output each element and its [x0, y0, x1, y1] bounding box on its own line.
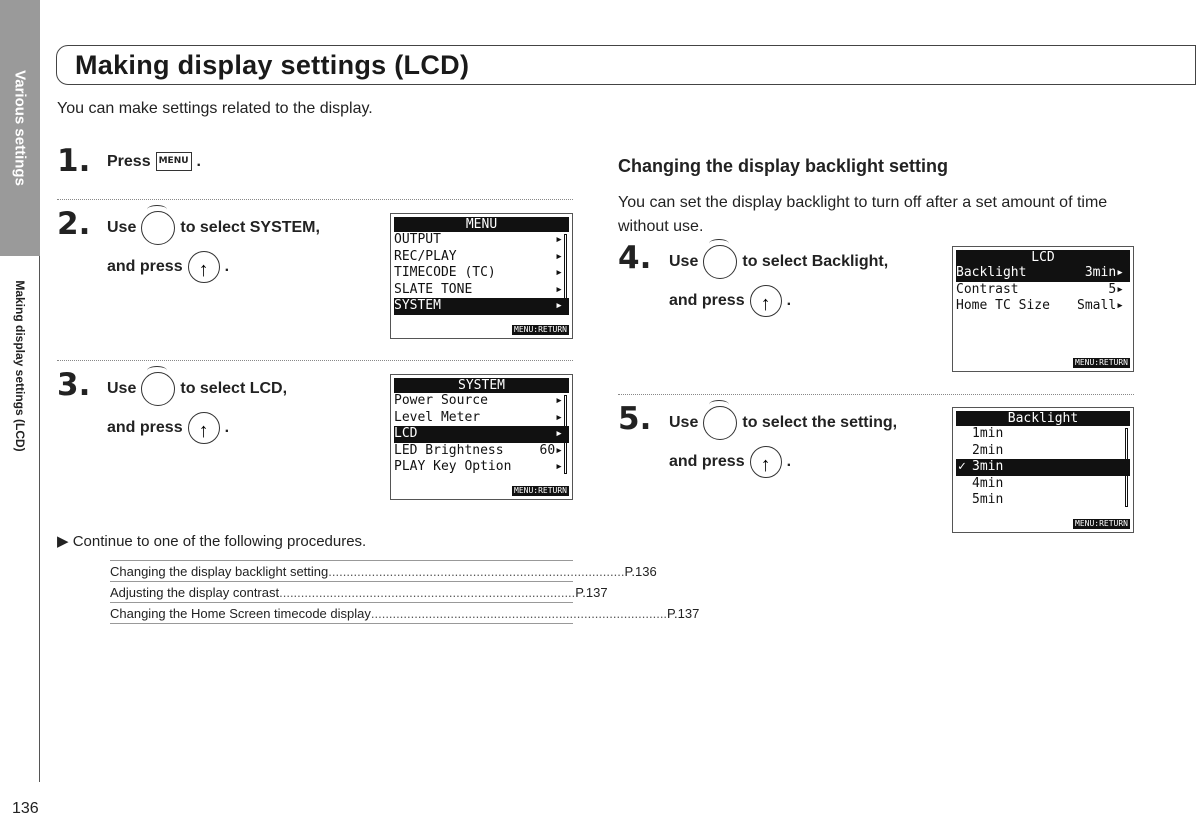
lcd-row: [956, 298, 1130, 315]
reference-page[interactable]: P.137: [667, 606, 700, 621]
lcd-item-label: REC/PLAY: [394, 248, 457, 264]
lcd-item-label: Contrast: [956, 281, 1019, 297]
reference-label[interactable]: Adjusting the display contrast: [110, 585, 280, 600]
step-1-period: .: [196, 152, 201, 170]
check-icon: ✓: [958, 459, 966, 474]
lcd-item-label: SYSTEM: [394, 298, 441, 313]
arrow-icon: ▸: [555, 426, 563, 441]
dial-icon: [703, 406, 737, 440]
step-4-number: 4.: [618, 240, 652, 276]
step-4-use: Use: [669, 253, 699, 270]
lcd-row: [394, 249, 569, 266]
reference-row[interactable]: [110, 603, 700, 624]
lcd-row: [956, 282, 1130, 299]
lcd-row: [394, 265, 569, 282]
lcd-scrollbar: [564, 234, 567, 313]
lcd-item-label: 2min: [972, 442, 1004, 458]
lcd-item-label: LED Brightness: [394, 442, 504, 458]
continue-text: ▶ Continue to one of the following procedures.: [57, 533, 367, 550]
press-dial-icon: [750, 285, 782, 317]
arrow-icon: ▸: [555, 298, 563, 313]
reference-label[interactable]: Changing the Home Screen timecode display: [110, 606, 371, 621]
step-2-period: .: [224, 258, 230, 275]
lcd-footer: MENU:RETURN: [1075, 358, 1128, 367]
reference-table: [110, 560, 700, 624]
arrow-icon: ▸: [555, 281, 563, 297]
arrow-icon: ▸: [555, 248, 563, 264]
dial-icon: [703, 245, 737, 279]
dial-icon: [141, 211, 175, 245]
topic-tab: [0, 256, 40, 782]
step-2-and-press: and press: [107, 258, 183, 275]
lcd-item-label: LCD: [394, 426, 418, 441]
dial-icon: [141, 372, 175, 406]
lcd-list: [394, 393, 569, 476]
lcd-row: [394, 443, 569, 460]
leader-dots: ..................................................................................: [279, 585, 576, 600]
arrow-icon: ▸: [555, 459, 563, 474]
step-3-use: Use: [107, 380, 137, 397]
lcd-row: [394, 232, 569, 249]
lcd-list: [956, 426, 1130, 509]
lcd-row: [394, 282, 569, 299]
reference-row[interactable]: [110, 561, 657, 582]
lcd-row: [956, 476, 1130, 493]
lcd-header: SYSTEM: [394, 378, 569, 393]
lcd-item-label: OUTPUT: [394, 232, 441, 247]
lcd-item-value: 60: [539, 442, 556, 458]
lcd-item-label: 4min: [972, 475, 1004, 491]
step-4-and-press: and press: [669, 292, 745, 309]
lcd-screen-system: [390, 374, 573, 500]
step-5-select: to select the setting,: [742, 414, 898, 431]
step-3-line-1: [107, 372, 287, 406]
press-dial-icon: [188, 251, 220, 283]
lcd-screen-lcd: [952, 246, 1134, 372]
step-3-and-press: and press: [107, 419, 183, 436]
step-5-and-press: and press: [669, 453, 745, 470]
lcd-item-label: TIMECODE (TC): [394, 265, 496, 280]
topic-tab-label: Making display settings (LCD): [12, 280, 27, 452]
step-5-use: Use: [669, 414, 699, 431]
arrow-icon: ▸: [555, 265, 563, 280]
arrow-icon: ▸: [555, 442, 563, 458]
section-tab: [0, 0, 40, 256]
reference-page[interactable]: P.136: [624, 564, 657, 579]
press-dial-icon: [750, 446, 782, 478]
leader-dots: ..................................................................................: [328, 564, 625, 579]
reference-page[interactable]: P.137: [575, 585, 608, 600]
page-title: Making display settings (LCD): [75, 50, 470, 80]
lcd-row: [394, 410, 569, 427]
lcd-item-value: 5: [1108, 281, 1117, 297]
lcd-row: [956, 426, 1130, 443]
lcd-item-label: 3min: [972, 459, 1004, 474]
step-5-line-1: [669, 406, 897, 440]
lcd-item-label: Level Meter: [394, 409, 481, 425]
lcd-item-label: 1min: [972, 426, 1004, 441]
step-5-number: 5.: [618, 401, 652, 437]
press-dial-icon: [188, 412, 220, 444]
lcd-row-selected: [394, 426, 569, 443]
step-3-select: to select LCD,: [180, 380, 288, 397]
lcd-row: [956, 492, 1130, 509]
arrow-icon: ▸: [1116, 281, 1124, 297]
lcd-header: LCD: [956, 250, 1130, 265]
lcd-footer: MENU:RETURN: [1075, 519, 1128, 528]
lcd-header: MENU: [394, 217, 569, 232]
leader-dots: ..................................................................................: [370, 606, 668, 621]
lcd-item-value: Small: [1077, 298, 1117, 313]
lcd-item-label: PLAY Key Option: [394, 459, 512, 474]
lcd-list: [956, 265, 1130, 315]
intro-text: You can make settings related to the display.: [57, 100, 373, 117]
backlight-description: You can set the display backlight to turn off after a set amount of time without use.: [618, 194, 1108, 235]
step-3-period: .: [224, 419, 230, 436]
section-tab-label: Various settings: [11, 70, 29, 186]
arrow-icon: ▸: [1116, 298, 1124, 313]
divider: [57, 199, 573, 200]
reference-label[interactable]: Changing the display backlight setting: [110, 564, 329, 579]
step-2-line-1: [107, 211, 320, 245]
lcd-item-label: SLATE TONE: [394, 281, 473, 297]
lcd-row: [956, 443, 1130, 460]
lcd-screen-menu: [390, 213, 573, 339]
step-2-line-2: [107, 251, 229, 283]
step-2-number: 2.: [57, 206, 91, 242]
backlight-heading: Changing the display backlight setting: [618, 156, 949, 176]
lcd-item-value: 3min: [1084, 265, 1117, 280]
reference-row[interactable]: [110, 582, 608, 603]
lcd-list: [394, 232, 569, 315]
lcd-row: [394, 393, 569, 410]
lcd-row-selected: [394, 298, 569, 315]
step-4-select: to select Backlight,: [742, 253, 889, 270]
lcd-row: [394, 459, 569, 476]
lcd-scrollbar: [1125, 428, 1128, 507]
step-2-select: to select SYSTEM,: [180, 219, 320, 236]
arrow-icon: ▸: [555, 409, 563, 425]
title-bar: [56, 45, 1196, 85]
arrow-icon: ▸: [555, 232, 563, 247]
lcd-scrollbar: [564, 395, 567, 474]
lcd-item-label: Home TC Size: [956, 298, 1050, 313]
lcd-row-selected: [956, 265, 1130, 282]
lcd-item-label: 5min: [972, 492, 1004, 507]
step-1-number: 1.: [57, 143, 91, 179]
divider: [618, 394, 1134, 395]
step-5-line-2: [669, 446, 791, 478]
menu-key-icon: MENU: [156, 152, 192, 171]
lcd-header: Backlight: [956, 411, 1130, 426]
lcd-footer: MENU:RETURN: [514, 325, 567, 334]
page-number: 136: [12, 800, 39, 817]
step-3-line-2: [107, 412, 229, 444]
lcd-item-label: Power Source: [394, 393, 488, 408]
step-1-press-label: Press: [107, 152, 151, 170]
lcd-row-selected: [956, 459, 1130, 476]
step-3-number: 3.: [57, 367, 91, 403]
divider: [57, 360, 573, 361]
step-1-text: [107, 152, 201, 171]
arrow-icon: ▸: [555, 393, 563, 408]
step-4-period: .: [786, 292, 792, 309]
step-4-line-1: [669, 245, 888, 279]
lcd-item-label: Backlight: [956, 265, 1027, 280]
lcd-footer: MENU:RETURN: [514, 486, 567, 495]
lcd-screen-backlight: [952, 407, 1134, 533]
step-2-use: Use: [107, 219, 137, 236]
arrow-icon: ▸: [1116, 265, 1124, 280]
step-4-line-2: [669, 285, 791, 317]
step-5-period: .: [786, 453, 792, 470]
